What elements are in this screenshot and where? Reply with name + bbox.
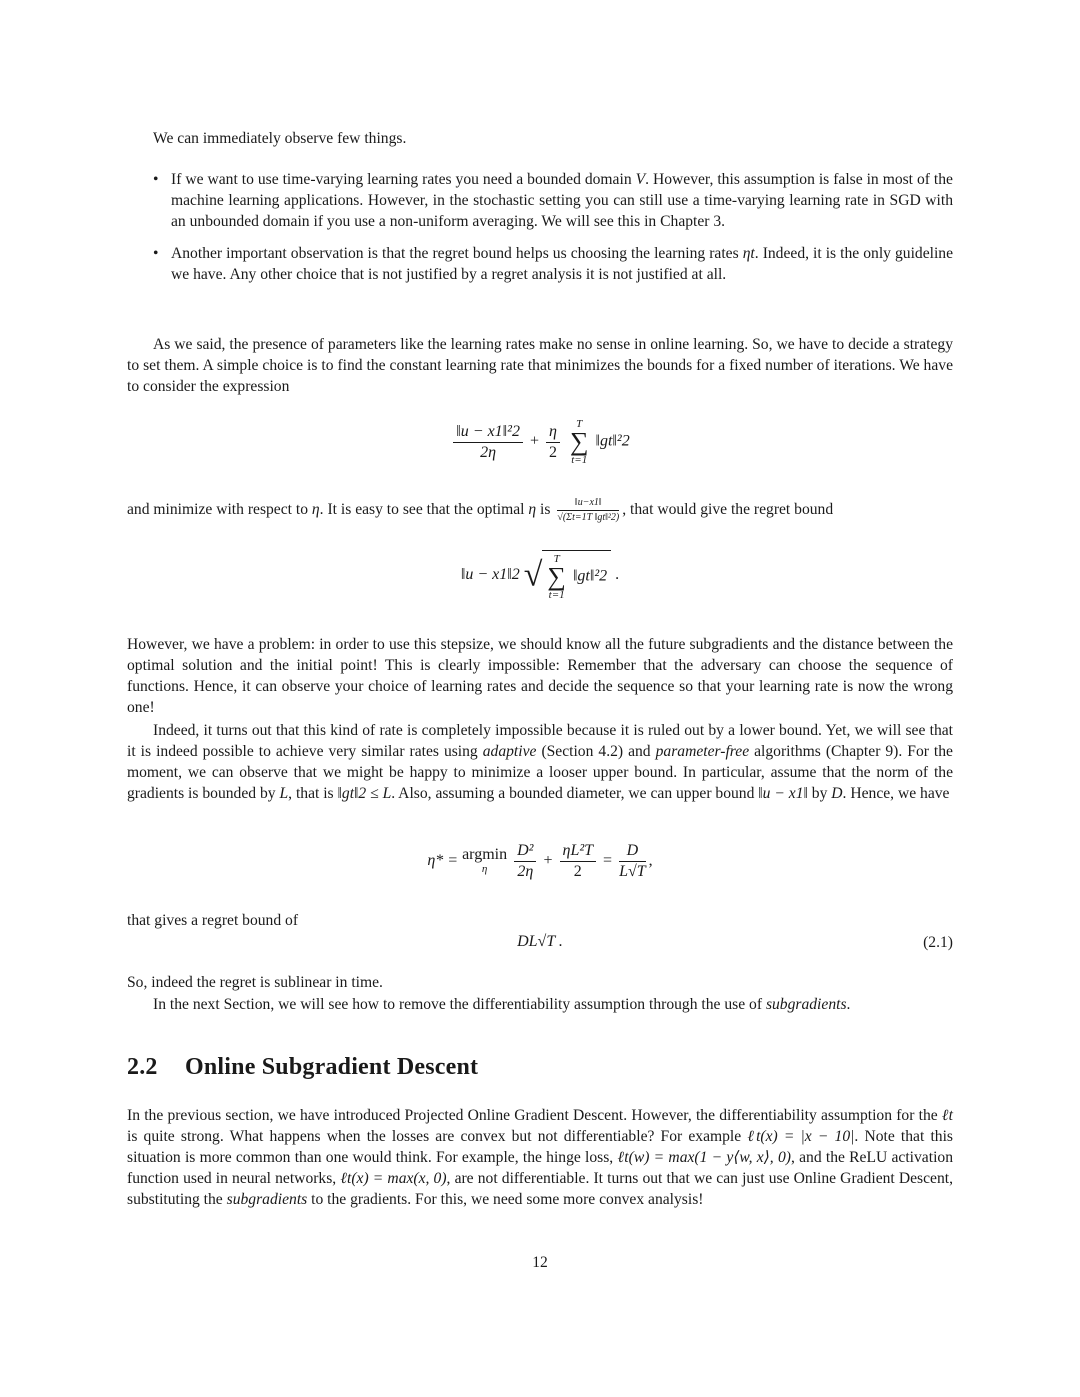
bullet-1-text-a: If we want to use time-varying learning rates you need a bounded domain <box>171 171 636 188</box>
bullet-1-var: V <box>635 171 646 188</box>
page-number: 12 <box>532 1254 548 1271</box>
eq2-radicand: T ∑ t=1 ‖gt‖²2 <box>542 550 611 601</box>
eq2-lhs: ‖u − x1‖2 <box>460 566 520 584</box>
section-title: Online Subgradient Descent <box>185 1054 479 1080</box>
paragraph-optimal-eta: and minimize with respect to η. It is easy to see that the optimal η is $\frac{‖u-x1‖}{\text{√(Σt=1T ‖gt‖²2)}}$ , that would give the regret bound <box>127 497 834 523</box>
equation-objective <box>127 418 953 466</box>
bullet-1-text-b: . However, this assumption is false in most of the machine learning applications. However, in the stochastic setting you can still use a time-varying learning rate in SGD with an unbounded domain if you use a non-uniform averaging. We will see this in Chapter 3. <box>171 171 953 230</box>
eq1-fraction-1: $\frac{\text{‖u − x1‖²2}}{2\eta}$ <box>453 423 523 462</box>
bullet-icon: • <box>153 245 159 262</box>
paragraph-problem: However, we have a problem: in order to use this stepsize, we should know all the future subgradients and the distance between the optimal solution and the initial point! This is clearly impossible: Remember that the adversary can choose the sequence of functions. Hence, it can observe your choice of learning rates and decide the sequence so that your learning rate is now the wrong one! <box>127 636 953 716</box>
equation-2-1: DL√T . <box>517 933 563 950</box>
paragraph-subgradient-intro: In the previous section, we have introduced Projected Online Gradient Descent. However, the differentiability assumption for the ℓt is quite strong. What happens when the losses are convex but not differentiable? For example ℓt(x) = |x − 10|. Note that this situation is more common than one would think. For example, the hinge loss, ℓt(w) = max(1 − y⟨w, x⟩, 0), and the ReLU activation function used in neural networks, ℓt(x) = max(x, 0), are not differentiable. It turns out that we can just use Online Gradient Descent, substituting the subgradients to the gradients. For this, we need some more convex analysis! <box>127 1107 954 1208</box>
section-heading <box>127 1054 478 1081</box>
bullet-2-text-b: . Indeed, it is the only guideline we have. Any other choice that is not justified by a regret analysis it is not justified at all. <box>171 245 954 283</box>
paragraph-lower-bound: Indeed, it turns out that this kind of rate is completely impossible because it is ruled out by a lower bound. Yet, we will see that it is indeed possible to achieve very similar rates using adaptive (Section 4.2) and parameter-free algorithms (Chapter 9). For the moment, we can observe that we might be happy to minimize a looser upper bound. In particular, assume that the norm of the gradients is bounded by L, that is ‖gt‖2 ≤ L. Also, assuming a bounded diameter, we can upper bound ‖u − x1‖ by D. Hence, we have <box>127 722 953 802</box>
eq3-argmin: argmin η <box>462 845 508 875</box>
bullet-item-2 <box>127 243 953 285</box>
eq1-sum: T ∑ t=1 <box>569 418 589 466</box>
bullet-2-var: ηt <box>742 245 755 262</box>
equation-eta-star: η* = argmin η $\frac{\text{D²}}{2\eta}$ + $\frac{\text{ηL²T}}{2}$ = $\frac{D}{L√T}$ , <box>427 842 653 880</box>
equation-number: (2.1) <box>923 934 953 951</box>
paragraph-gives-bound: that gives a regret bound of <box>127 912 299 929</box>
eq1-fraction-2: $\frac{\eta}{2}$ <box>546 423 560 462</box>
eq1-plus: + <box>529 432 539 450</box>
equation-regret-bound: ‖u − x1‖2 √ T ∑ t=1 ‖gt‖²2 . <box>127 550 953 601</box>
sqrt-symbol-icon: √ <box>523 556 543 594</box>
bullet-icon: • <box>153 171 159 188</box>
section-number: 2.2 <box>127 1054 158 1080</box>
eq1-term: ‖gt‖²2 <box>595 432 630 450</box>
paragraph-sublinear: So, indeed the regret is sublinear in time. <box>127 974 383 991</box>
inline-optimal-eta-fraction: $\frac{‖u-x1‖}{\text{√(Σt=1T ‖gt‖²2)}}$ <box>557 497 620 523</box>
paragraph-intro: We can immediately observe few things. <box>153 130 407 147</box>
bullet-2-text-a: Another important observation is that the regret bound helps us choosing the learning rates <box>171 245 743 262</box>
paragraph-strategy: As we said, the presence of parameters like the learning rates make no sense in online learning. So, we have to decide a strategy to set them. A simple choice is to find the constant learning rate that minimizes the bounds for a fixed number of iterations. We have to consider the expression <box>127 336 953 395</box>
paragraph-next-section: In the next Section, we will see how to remove the differentiability assumption through the use of subgradients. <box>153 996 851 1013</box>
sum-symbol-icon: ∑ <box>547 562 566 591</box>
sum-symbol-icon: ∑ <box>569 427 589 456</box>
bullet-list <box>127 169 953 285</box>
bullet-item-1 <box>127 169 953 232</box>
